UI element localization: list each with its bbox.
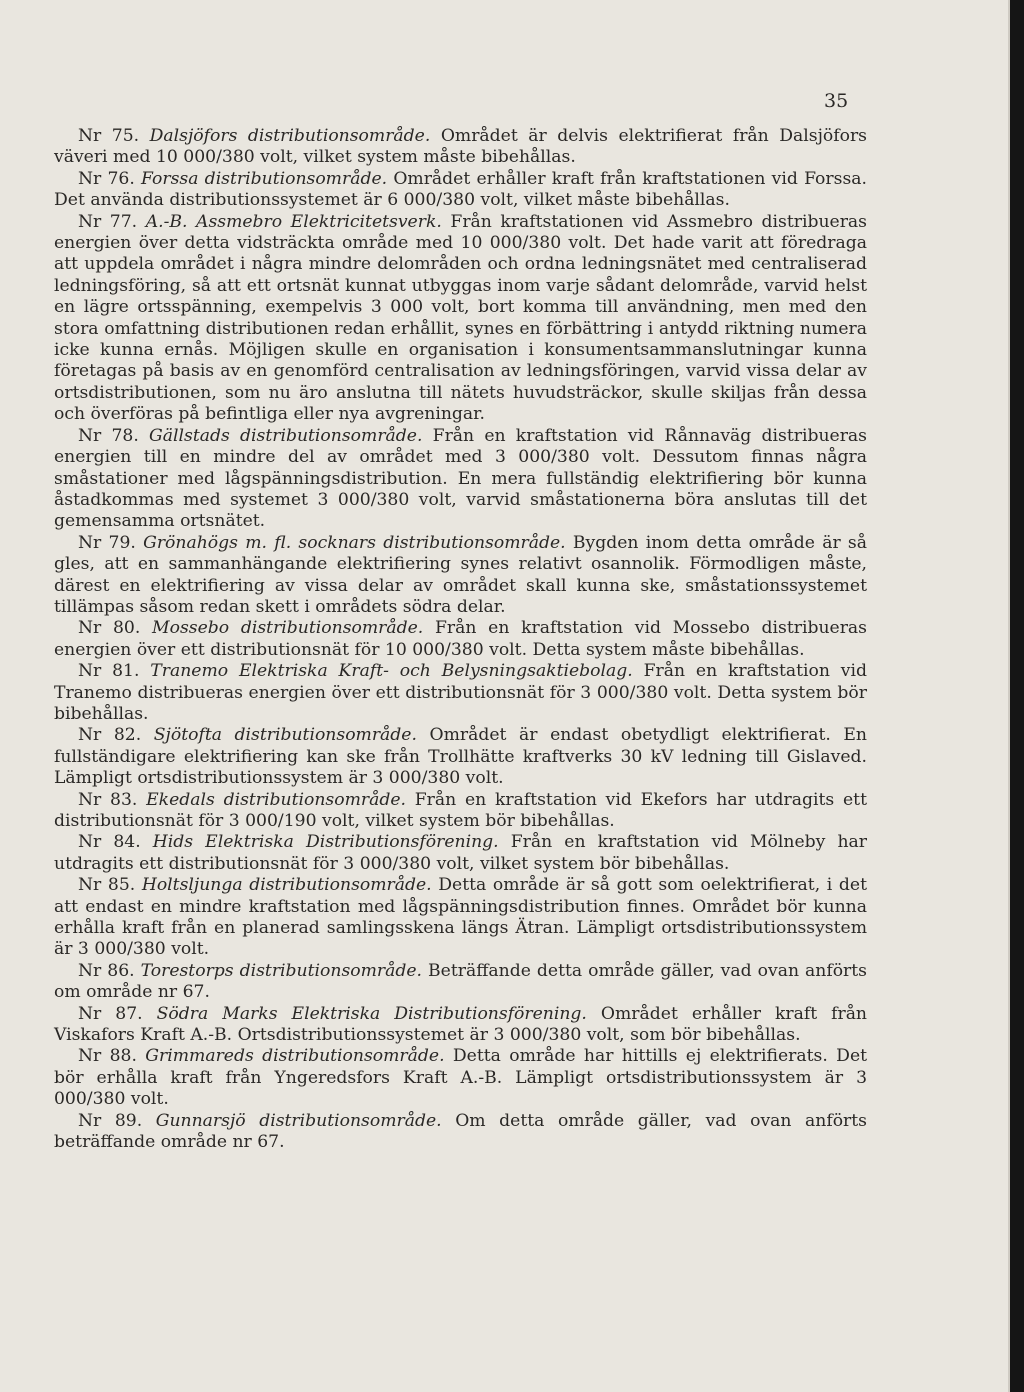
entry-label: Nr 84. [78, 832, 141, 853]
entry-text: Från kraftstationen vid Assmebro distribueras energien över detta vidsträckta område med 10 000/380 volt. Det hade varit att föredraga att uppdela området i några mindre delområden och ordna ledningsnätet med centraliserad ledningsföring, så att ett ortsnät kunnat utbyggas inom varje sådant delområde, varvid helst en lägre ortsspänning, exempelvis 3 000 volt, bort komma till användning, men med den stora omfattning distributionen redan erhållit, synes en förbättring i antydd riktning numera icke kunna ernås. Möjligen skulle en organisation i konsumentsammanslutningar kunna företagas på basis av en genomförd centralisation av ledningsföringen, varvid vissa delar av ortsdistributionen, som nu äro anslutna till nätets huvudsträckor, skulle skiljas från dessa och överföras på befintliga eller nya avgreningar. [54, 211, 867, 425]
entry-label: Nr 89. [78, 1110, 143, 1131]
entry-title: Gällstads distributionsområde. [149, 425, 423, 446]
entry-label: Nr 80. [78, 618, 141, 639]
entry-title: Dalsjöfors distributionsområde. [149, 126, 431, 146]
entry-text: Området erhåller kraft från Viskafors Kraft A.-B. Ortsdistributionssystemet är 3 000/380 volt, som bör bibehållas. [54, 1003, 868, 1046]
entry-title: Forssa distributionsområde. [141, 168, 388, 189]
entry-text: Beträffande detta område gäller, vad ovan anförts om område nr 67. [54, 960, 867, 1003]
entry-text: Från en kraftstation vid Mossebo distribueras energien över ett distributionsnät för 10 000/380 volt. Detta system måste bibehållas. [54, 618, 867, 660]
entry-title: Holtsljunga distributionsområde. [141, 875, 432, 896]
entry-title: Södra Marks Elektriska Distributionsförening. [156, 1003, 587, 1024]
entry-title: Grönahögs m. fl. socknars distributionsområde. [143, 532, 566, 553]
page-number: 35 [824, 90, 849, 112]
entry-nr-89 [54, 1111, 867, 1154]
entry-nr-86 [54, 961, 867, 1004]
entry-text: Om detta område gäller, vad ovan anförts beträffande område nr 67. [54, 1110, 867, 1153]
entry-text: Från en kraftstation vid Ekefors har utdragits ett distributionsnät för 3 000/190 volt, vilket system bör bibehållas. [54, 789, 867, 831]
entry-text: Detta område har hittills ej elektrifierats. Det bör erhålla kraft från Yngeredsfors Kraft A.-B. Lämpligt ortsdistributionssystem är 3 000/380 volt. [54, 1046, 868, 1110]
entry-nr-88 [54, 1046, 867, 1110]
entry-label: Nr 86. [78, 960, 135, 981]
entry-nr-82 [54, 725, 867, 789]
entry-title: Mossebo distributionsområde. [152, 618, 424, 639]
entry-text: Detta område är så gott som oelektrifierat, i det att endast en mindre kraftstation med lågspänningsdistribution finnes. Området bör kunna erhålla kraft från en planerad samlingsskena längs Ätran. Lämpligt ortsdistributionssystem är 3 000/380 volt. [54, 875, 867, 960]
entry-label: Nr 75. [78, 126, 140, 146]
entry-title: Gunnarsjö distributionsområde. [155, 1110, 442, 1131]
entry-title: Sjötofta distributionsområde. [153, 725, 417, 746]
entry-title: Torestorps distributionsområde. [140, 960, 423, 981]
entry-label: Nr 81. [78, 661, 140, 682]
entry-label: Nr 78. [78, 425, 139, 446]
entry-title: Tranemo Elektriska Kraft- och Belysningsaktiebolag. [150, 661, 633, 682]
entry-label: Nr 82. [78, 725, 142, 746]
entry-title: Hids Elektriska Distributionsförening. [152, 832, 499, 853]
entry-nr-81 [54, 661, 867, 725]
entry-label: Nr 83. [78, 789, 138, 810]
entry-nr-75 [54, 126, 867, 169]
entry-nr-87 [54, 1004, 867, 1047]
entry-nr-79 [54, 533, 867, 619]
entry-text: Området är delvis elektrifierat från Dalsjöfors väveri med 10 000/380 volt, vilket system måste bibehållas. [54, 126, 868, 168]
entry-title: A.-B. Assmebro Elektricitetsverk. [145, 211, 442, 232]
entry-title: Grimmareds distributionsområde. [145, 1046, 445, 1067]
entry-text: Området är endast obetydligt elektrifierat. En fullständigare elektrifiering kan ske från Trollhätte kraftverks 30 kV ledning till Gislaved. Lämpligt ortsdistributionssystem är 3 000/380 volt. [54, 725, 868, 789]
entry-text: Från en kraftstation vid Rånnaväg distribueras energien till en mindre del av området med 3 000/380 volt. Dessutom finnas några småstationer med lågspänningsdistribution. En mera fullständig elektrifiering bör kunna åstadkommas med systemet 3 000/380 volt, varvid småstationerna böra anslutas till det gemensamma ortsnätet. [54, 425, 867, 532]
entry-nr-78 [54, 426, 867, 533]
entry-nr-85 [54, 875, 867, 961]
entry-nr-84 [54, 832, 867, 875]
entry-label: Nr 87. [78, 1003, 143, 1024]
entry-nr-83 [54, 790, 867, 833]
entry-label: Nr 85. [78, 875, 136, 896]
entry-text: Området erhåller kraft från kraftstationen vid Forssa. Det använda distributionssystemet är 6 000/380 volt, vilket måste bibehållas. [54, 168, 867, 211]
entry-title: Ekedals distributionsområde. [146, 789, 406, 810]
entry-label: Nr 76. [78, 168, 135, 189]
entry-text: Bygden inom detta område är så gles, att en sammanhängande elektrifiering synes relativt osannolik. Förmodligen måste, därest en elektrifiering av vissa delar av området skall kunna ske, småstationssystemet tillämpas såsom redan skett i områdets södra delar. [54, 532, 867, 617]
entry-label: Nr 79. [78, 532, 136, 553]
entry-nr-77 [54, 212, 867, 426]
entry-label: Nr 77. [78, 211, 138, 232]
entry-nr-80 [54, 618, 867, 661]
entry-nr-76 [54, 169, 867, 212]
text-body [54, 126, 867, 1154]
entry-label: Nr 88. [78, 1046, 137, 1067]
entry-text: Från en kraftstation vid Mölneby har utdragits ett distributionsnät för 3 000/380 volt, vilket system bör bibehållas. [54, 832, 867, 874]
entry-text: Från en kraftstation vid Tranemo distribueras energien över ett distributionsnät för 3 000/380 volt. Detta system bör bibehållas. [54, 661, 867, 724]
